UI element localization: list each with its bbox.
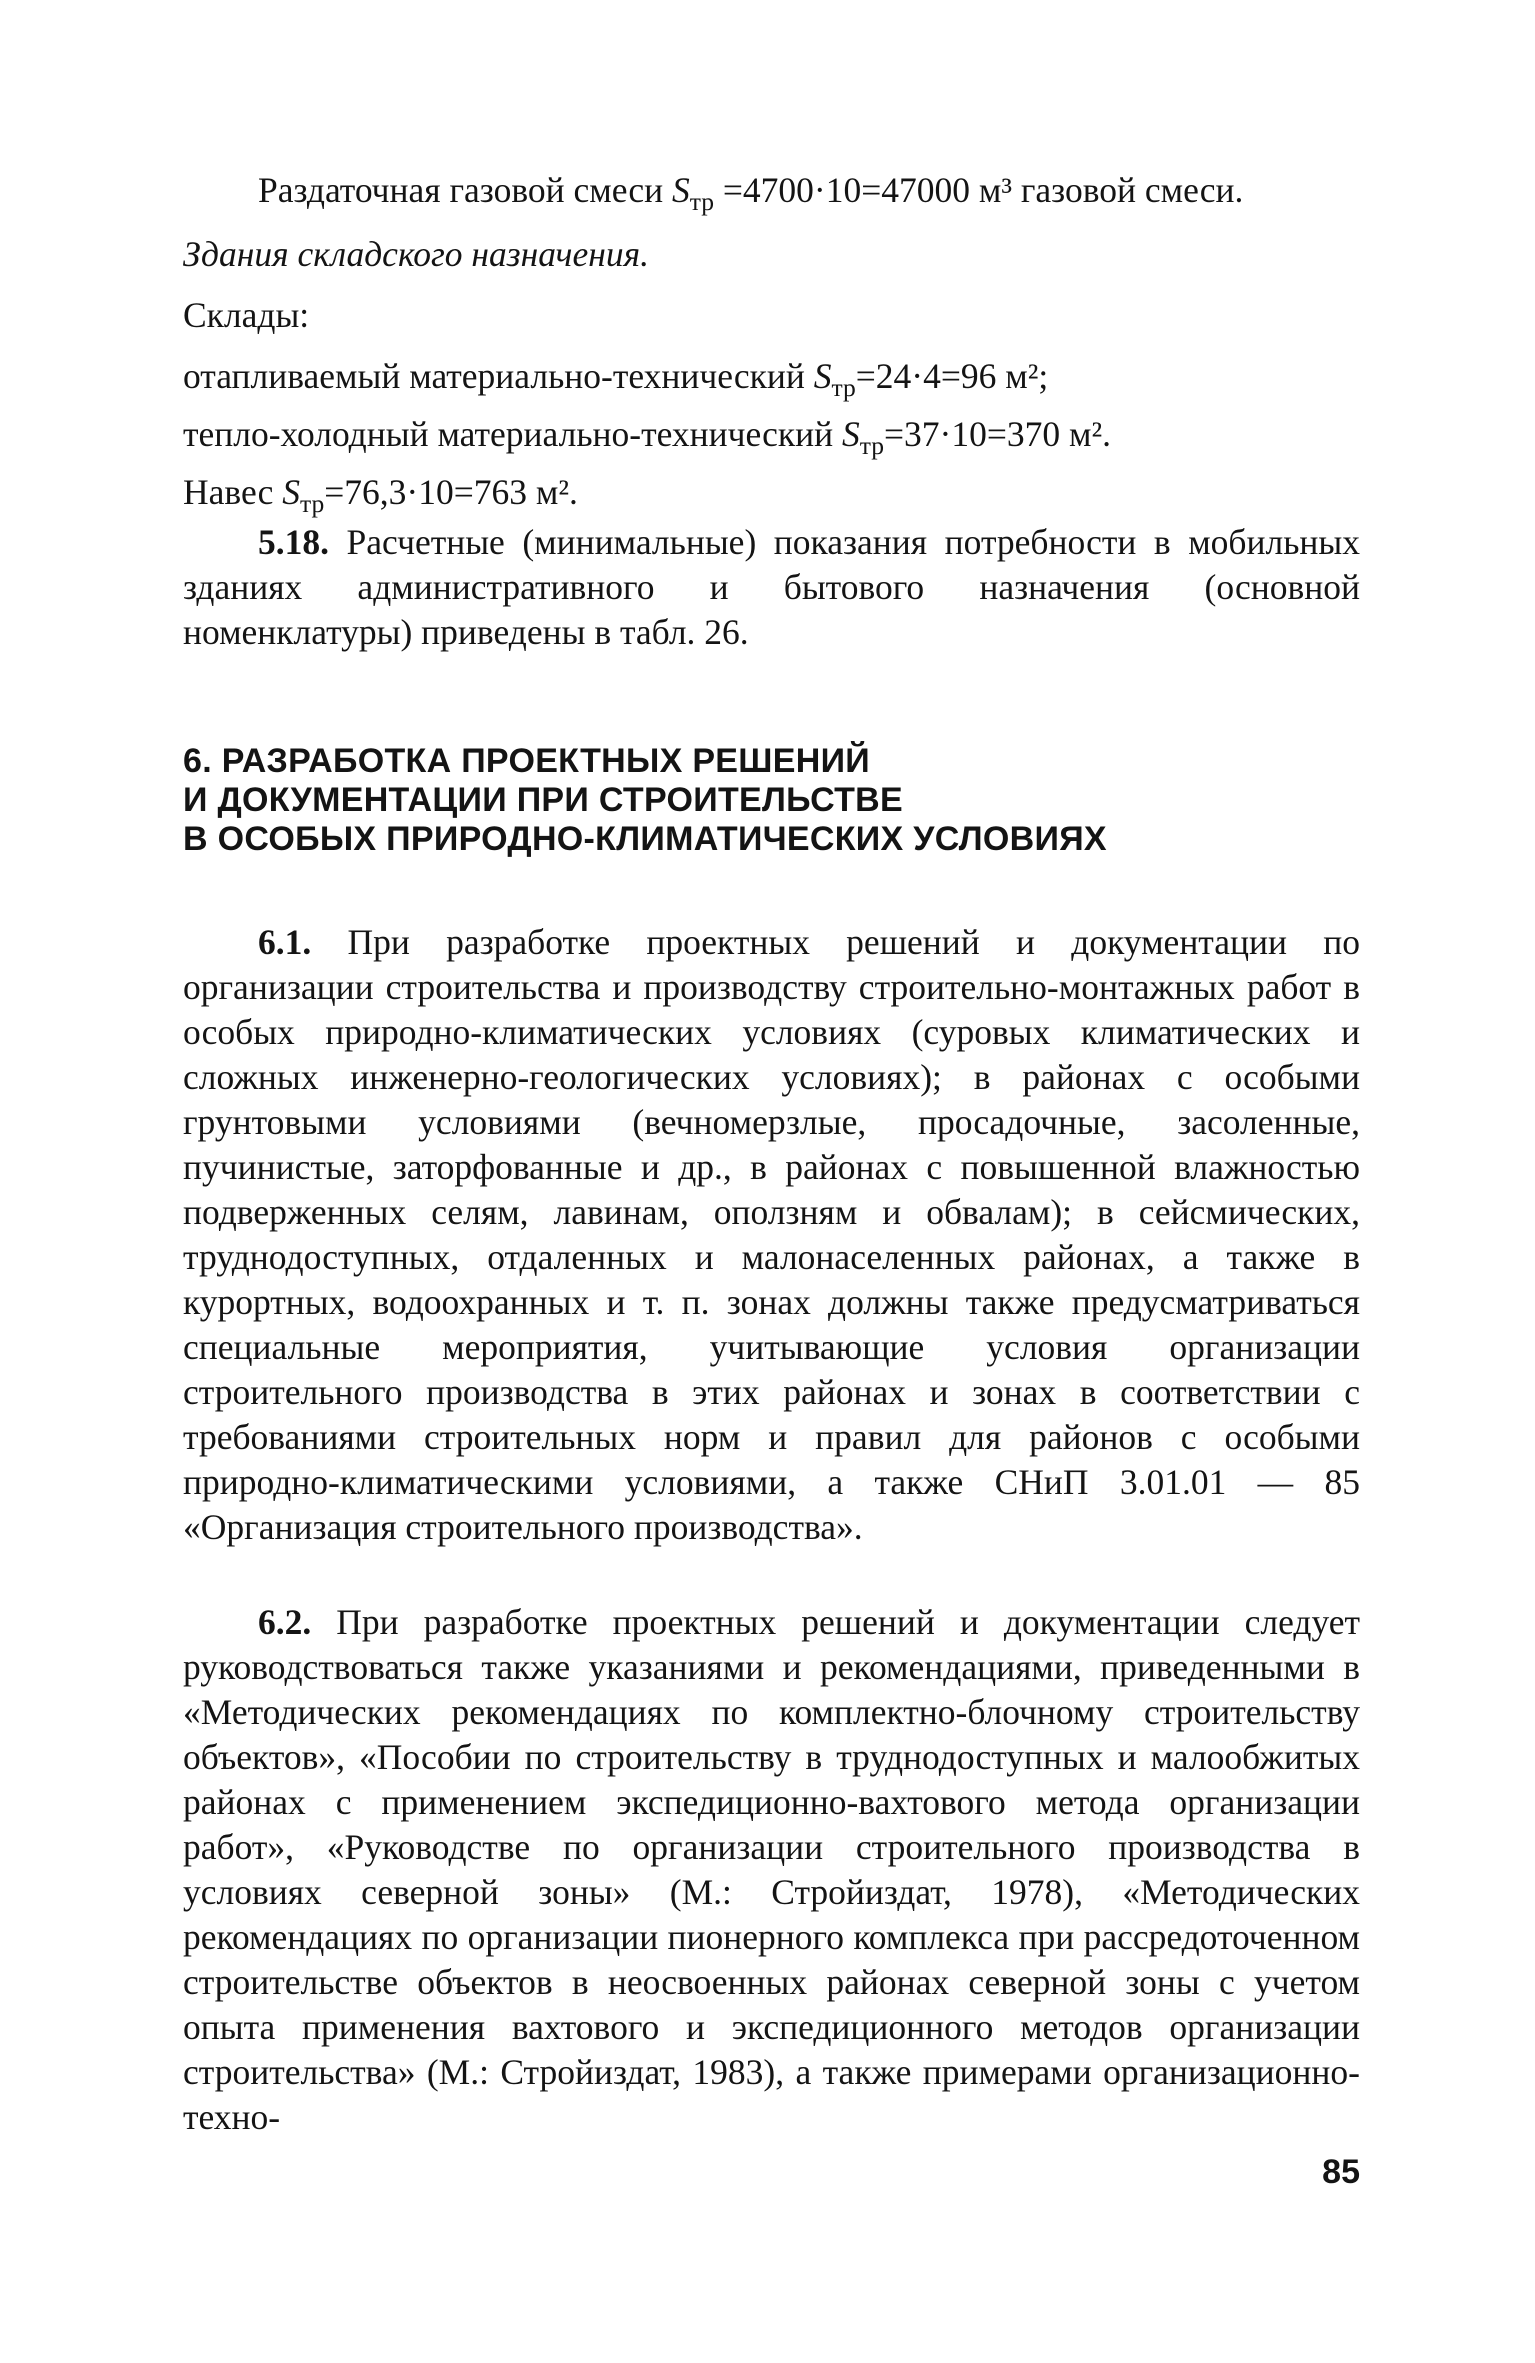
section-heading-line-2: И ДОКУМЕНТАЦИИ ПРИ СТРОИТЕЛЬСТВЕ [183, 781, 903, 819]
paragraph-5-18 [183, 520, 1360, 655]
canopy-var: S [282, 472, 300, 512]
gas-mixture-line [183, 168, 1360, 216]
cold-warehouse-line [183, 412, 1360, 460]
warehouse-heading: Здания складского назначения. [183, 234, 649, 274]
section-heading [183, 742, 1360, 859]
cold-value: =37·10=370 м². [884, 414, 1111, 454]
page-number: 85 [1322, 2153, 1360, 2191]
paragraph-number: 6.1. [258, 922, 312, 962]
section-heading-line-1: 6. РАЗРАБОТКА ПРОЕКТНЫХ РЕШЕНИЙ [183, 742, 871, 780]
heated-sub: тр [831, 372, 856, 402]
paragraph-6-1 [183, 920, 1360, 1550]
gas-var: S [672, 170, 690, 210]
heated-value: =24·4=96 м²; [855, 356, 1049, 396]
gas-value: =4700·10=47000 м³ газовой смеси. [714, 170, 1244, 210]
cold-text: тепло-холодный материально-технический [183, 414, 843, 454]
gas-sub: тр [689, 186, 714, 216]
paragraph-text: При разработке проектных решений и документации по организации строительства и производству строительно-монтажных работ в особых природно-климатических условиях (суровых климатических и сложных инженерно-геологических условиях); в районах с особыми грунтовыми условиями (вечномерзлые, просадочные, засоленные, пучинистые, заторфованные и др., в районах с повышенной влажностью подверженных селям, лавинам, оползням и обвалам); в сейсмических, труднодоступных, отдаленных и малонаселенных районах, а также в курортных, водоохранных и т. п. зонах должны также предусматриваться специальные мероприятия, учитывающие условия организации строительного производства в этих районах и зонах в соответствии с требованиями строительных норм и правил для районов с особыми природно-климатическими условиями, а также СНиП 3.01.01 — 85 «Организация строительного производства». [183, 922, 1360, 1547]
cold-sub: тр [859, 430, 885, 460]
heated-warehouse-line [183, 354, 1360, 402]
gas-text: Раздаточная газовой смеси [258, 170, 672, 210]
canopy-text: Навес [183, 472, 283, 512]
heated-text: отапливаемый материально-технический [183, 356, 814, 396]
canopy-value: =76,3·10=763 м². [324, 472, 578, 512]
canopy-line [183, 470, 1360, 518]
paragraph-text: Расчетные (минимальные) показания потребности в мобильных зданиях административного и бытового назначения (основной номенклатуры) приведены в табл. 26. [183, 522, 1360, 652]
paragraph-6-2 [183, 1600, 1360, 2140]
warehouses-label: Склады: [183, 295, 310, 335]
top-block [183, 168, 1360, 518]
paragraph-number: 5.18. [258, 522, 329, 562]
cold-var: S [842, 414, 860, 454]
paragraph-text: При разработке проектных решений и документации следует руководствоваться также указаниями и рекомендациями, приведенными в «Методических рекомендациях по комплектно-блочному строительству объектов», «Пособии по строительству в труднодоступных и малообжитых районах с применением экспедиционно-вахтового метода организации работ», «Руководстве по организации строительного производства в условиях северной зоны» (М.: Стройиздат, 1978), «Методических рекомендациях по организации пионерного комплекса при рассредоточенном строительстве объектов в неосвоенных районах северной зоны с учетом опыта применения вахтового и экспедиционного методов организации строительства» (М.: Стройиздат, 1983), а также примерами организационно-техно- [183, 1602, 1360, 2137]
heated-var: S [813, 356, 832, 396]
paragraph-number: 6.2. [258, 1602, 312, 1642]
canopy-sub: тр [299, 488, 325, 518]
section-heading-line-3: В ОСОБЫХ ПРИРОДНО-КЛИМАТИЧЕСКИХ УСЛОВИЯХ [183, 820, 1107, 858]
